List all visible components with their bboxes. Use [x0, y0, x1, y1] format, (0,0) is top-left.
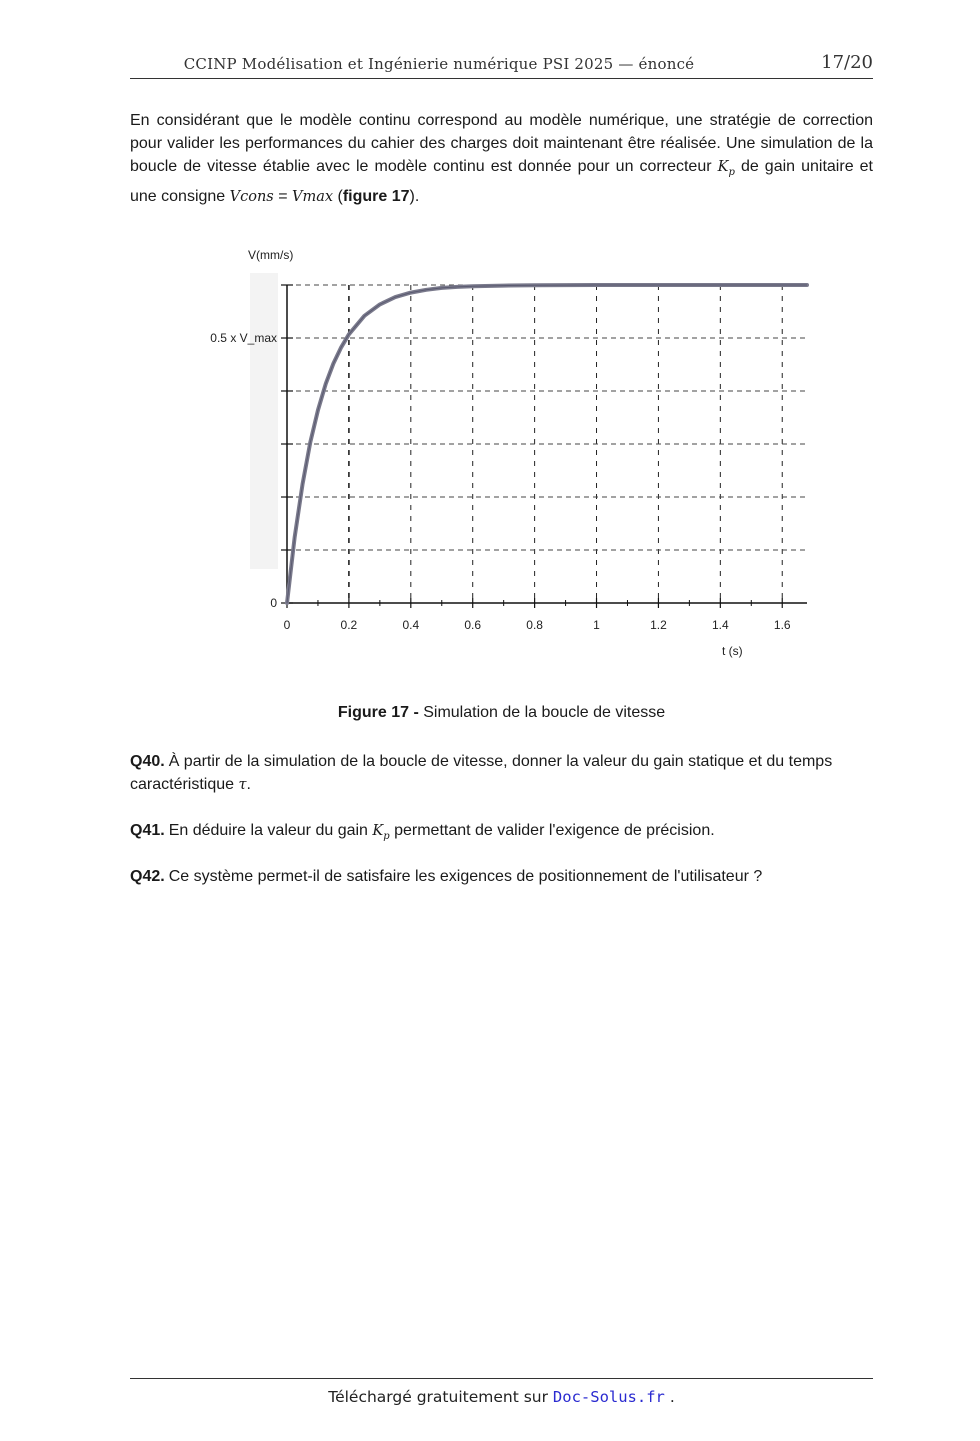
- tau-symbol: τ: [238, 777, 247, 794]
- plot-shade: [250, 273, 278, 569]
- x-tick-label: 1.4: [711, 618, 729, 632]
- intro-text-4: ).: [409, 187, 420, 205]
- kp-symbol: $K_p$: [717, 159, 735, 179]
- intro-text-1: En considérant que le modèle continu correspond au modèle numérique, une stratégie de correction pour valider les performances du cahier des charges doit maintenant être réalisée. Une simulation de la boucle de vitesse établie avec le modèle continu est donnée pour un correcteur: [130, 112, 873, 176]
- x-tick-label: 1.6: [773, 618, 791, 632]
- question-40-text: À partir de la simulation de la boucle de vitesse, donner la valeur du gain statique et du temps caractéristique: [130, 753, 833, 794]
- x-tick-label: 0.8: [526, 618, 543, 632]
- vmax-symbol: Vmax: [291, 188, 334, 205]
- intro-paragraph: [130, 109, 873, 209]
- question-42-label: Q42.: [130, 868, 165, 885]
- caption-label: Figure 17 -: [337, 704, 419, 721]
- page-number: 17/20: [821, 52, 873, 73]
- doc-solus-link[interactable]: Doc-Solus.fr: [552, 1388, 665, 1406]
- question-41-text-a: En déduire la valeur du gain: [168, 822, 373, 839]
- figure-reference: figure 17: [342, 187, 410, 205]
- intro-text-2: de gain unitaire et une consigne: [130, 158, 873, 205]
- equals-sign: =: [273, 187, 292, 205]
- x-tick-label: 0.4: [402, 618, 420, 632]
- footer-end: .: [664, 1388, 675, 1406]
- figure-caption: [130, 704, 873, 722]
- x-axis-label: t (s): [722, 644, 743, 658]
- question-41-text-b: permettant de valider l'exigence de précision.: [389, 822, 715, 839]
- chart-ticks: [210, 285, 791, 632]
- question-41: [130, 819, 873, 848]
- question-42: [130, 865, 873, 888]
- question-40-end: .: [246, 776, 251, 794]
- header-title: CCINP Modélisation et Ingénierie numérique PSI 2025 — énoncé: [183, 55, 695, 73]
- question-41-label: Q41.: [130, 822, 165, 839]
- footer-text: [130, 1379, 873, 1406]
- intro-text-3: (: [333, 187, 343, 205]
- y-tick-label: 0: [270, 596, 277, 610]
- velocity-response-chart: [190, 238, 830, 668]
- figure-17: [190, 238, 830, 668]
- caption-text: Simulation de la boucle de vitesse: [418, 704, 666, 721]
- x-tick-label: 0: [283, 618, 291, 632]
- page-footer: [130, 1378, 873, 1406]
- page-header: [130, 52, 873, 79]
- footer-prefix: Téléchargé gratuitement sur: [328, 1388, 553, 1406]
- vcons-symbol: Vcons: [229, 188, 274, 205]
- y-tick-label: 0.5 x V_max: [210, 331, 277, 346]
- x-tick-label: 1.2: [650, 618, 667, 632]
- x-tick-label: 1: [593, 618, 600, 632]
- question-40: [130, 750, 873, 797]
- question-42-text: Ce système permet-il de satisfaire les exigences de positionnement de l'utilisateur ?: [168, 868, 763, 885]
- kp-symbol-q41: $K_p$: [372, 823, 390, 842]
- y-axis-label: V(mm/s): [248, 248, 294, 262]
- x-tick-label: 0.2: [340, 618, 358, 632]
- x-tick-label: 0.6: [464, 618, 482, 632]
- chart-grid: [287, 285, 807, 603]
- question-40-label: Q40.: [130, 753, 165, 770]
